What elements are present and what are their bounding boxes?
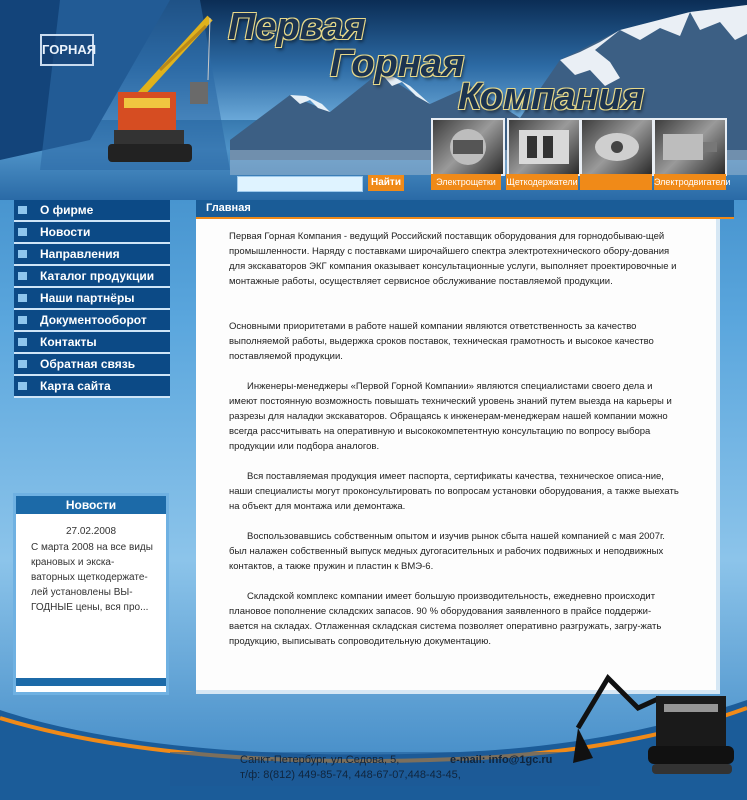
nav-item-partners[interactable] bbox=[14, 288, 170, 310]
news-date: 27.02.2008 bbox=[65, 526, 117, 537]
product-label-motors[interactable]: Электродвигатели bbox=[654, 174, 726, 190]
product-label-parts[interactable] bbox=[580, 174, 652, 190]
product-thumb-parts[interactable] bbox=[580, 118, 654, 176]
bullet-icon bbox=[18, 382, 27, 390]
nav-item-catalog[interactable] bbox=[14, 266, 170, 288]
content-paragraph: Инженеры-менеджеры «Первой Горной Компании» являются специалистами своего дела и имеют постоянную возможность повышать технический уровень знаний путем выезда на карьеры и разрезы для наладки экскаваторов. Обращаясь к инженерам-менеджерам нашей компании можно всегда рассчитывать на оперативную и высококомпетентную консультацию по вопросу выбора продукции или подбора аналогов. bbox=[229, 381, 672, 452]
product-thumb-brush-holders[interactable] bbox=[507, 118, 581, 176]
content-paragraph: Складской комплекс компании имеет большую производительность, ежедневно происходит плановое пополнение складских запасов. 90 % оборудования заявленного в прайсе поддержи-вается на складах. Отлаженная складская система позволяет оперативно разгружать, загру-жать продукцию, выписывать сопроводительную документацию. bbox=[229, 591, 662, 647]
news-widget bbox=[16, 496, 166, 692]
footer-phone: т/ф: 8(812) 449-85-74, 448-67-07,448-43-45, bbox=[240, 769, 461, 781]
sidebar-nav bbox=[14, 200, 170, 410]
bullet-icon bbox=[18, 206, 27, 214]
nav-label: Направления bbox=[40, 247, 120, 261]
footer-address: Санкт-Петербург, ул.Седова, 5, bbox=[240, 754, 400, 766]
bullet-icon bbox=[18, 272, 27, 280]
bullet-icon bbox=[18, 338, 27, 346]
search-button[interactable]: Найти bbox=[368, 175, 404, 191]
nav-item-contacts[interactable] bbox=[14, 332, 170, 354]
bullet-icon bbox=[18, 360, 27, 368]
site-header bbox=[0, 0, 747, 200]
search-input[interactable] bbox=[237, 176, 363, 192]
product-thumb-motors[interactable] bbox=[653, 118, 727, 176]
content-header bbox=[196, 200, 734, 217]
product-thumb-brushes[interactable] bbox=[431, 118, 505, 176]
nav-label: Документооборот bbox=[40, 313, 147, 327]
company-logo[interactable]: ГОРНАЯ bbox=[40, 34, 94, 66]
bullet-icon bbox=[18, 294, 27, 302]
nav-item-directions[interactable] bbox=[14, 244, 170, 266]
product-label-brushes[interactable]: Электрощетки bbox=[431, 174, 501, 190]
footer-excavator-illustration bbox=[568, 668, 738, 783]
news-widget-footer bbox=[16, 678, 166, 686]
nav-item-news[interactable] bbox=[14, 222, 170, 244]
news-widget-title[interactable]: Новости bbox=[16, 496, 166, 514]
product-label-brush-holders[interactable]: Щеткодержатели bbox=[506, 174, 578, 190]
site-title-line-3: Компания bbox=[458, 76, 645, 118]
nav-label: Наши партнёры bbox=[40, 291, 135, 305]
nav-item-documents[interactable] bbox=[14, 310, 170, 332]
nav-label: О фирме bbox=[40, 203, 94, 217]
content-paragraph: Воспользовавшись собственным опытом и изучив рынок сбыта нашей компанией с мая 2007г. был налажен собственный выпуск медных дугогасительных и рабочих подвижных и неподвижных контактов, а также пружин и пластин к ВМЭ-6. bbox=[229, 531, 665, 572]
nav-label: Карта сайта bbox=[40, 379, 111, 393]
nav-label: Новости bbox=[40, 225, 91, 239]
content-paragraph: Основными приоритетами в работе нашей компании являются ответственность за качество выполняемой работы, выдержка сроков поставок, техническая грамотность и высокое качество поставляемой продукции. bbox=[229, 321, 654, 362]
footer-email-link[interactable]: e-mail: info@1gc.ru bbox=[450, 754, 553, 766]
content-paragraph: Вся поставляемая продукция имеет паспорта, сертификаты качества, техническое описа-ние, наши специалисты могут проконсультировать по вопросам установки оборудования, а также выехать на объект для монтажа или демонтажа. bbox=[229, 471, 679, 512]
news-teaser[interactable]: С марта 2008 на все виды крановых и экска-ваторных щеткодержате-лей установлены ВЫ-ГОДНЫЕ цены, вся про... bbox=[31, 542, 153, 613]
bullet-icon bbox=[18, 316, 27, 324]
site-title-line-1: Первая bbox=[228, 6, 366, 48]
nav-item-sitemap[interactable] bbox=[14, 376, 170, 398]
main-content bbox=[196, 219, 720, 694]
page-title: Главная bbox=[206, 202, 251, 214]
excavator-illustration bbox=[100, 10, 230, 175]
nav-label: Каталог продукции bbox=[40, 269, 155, 283]
nav-item-about[interactable] bbox=[14, 200, 170, 222]
nav-item-feedback[interactable] bbox=[14, 354, 170, 376]
content-paragraph: Первая Горная Компания - ведущий Российский поставщик оборудования для горнодобываю-щей промышленности. Наряду с поставками широчайшего спектра электротехнического обору-дования для экскаваторов ЭКГ компания оказывает консультационные услуги, выполняет проектировочные и монтажные работы, осуществляет сервисное обслуживание поставляемой продукции. bbox=[229, 231, 677, 287]
site-title-line-2: Горная bbox=[330, 43, 465, 85]
nav-label: Обратная связь bbox=[40, 357, 136, 371]
nav-label: Контакты bbox=[40, 335, 97, 349]
bullet-icon bbox=[18, 228, 27, 236]
bullet-icon bbox=[18, 250, 27, 258]
